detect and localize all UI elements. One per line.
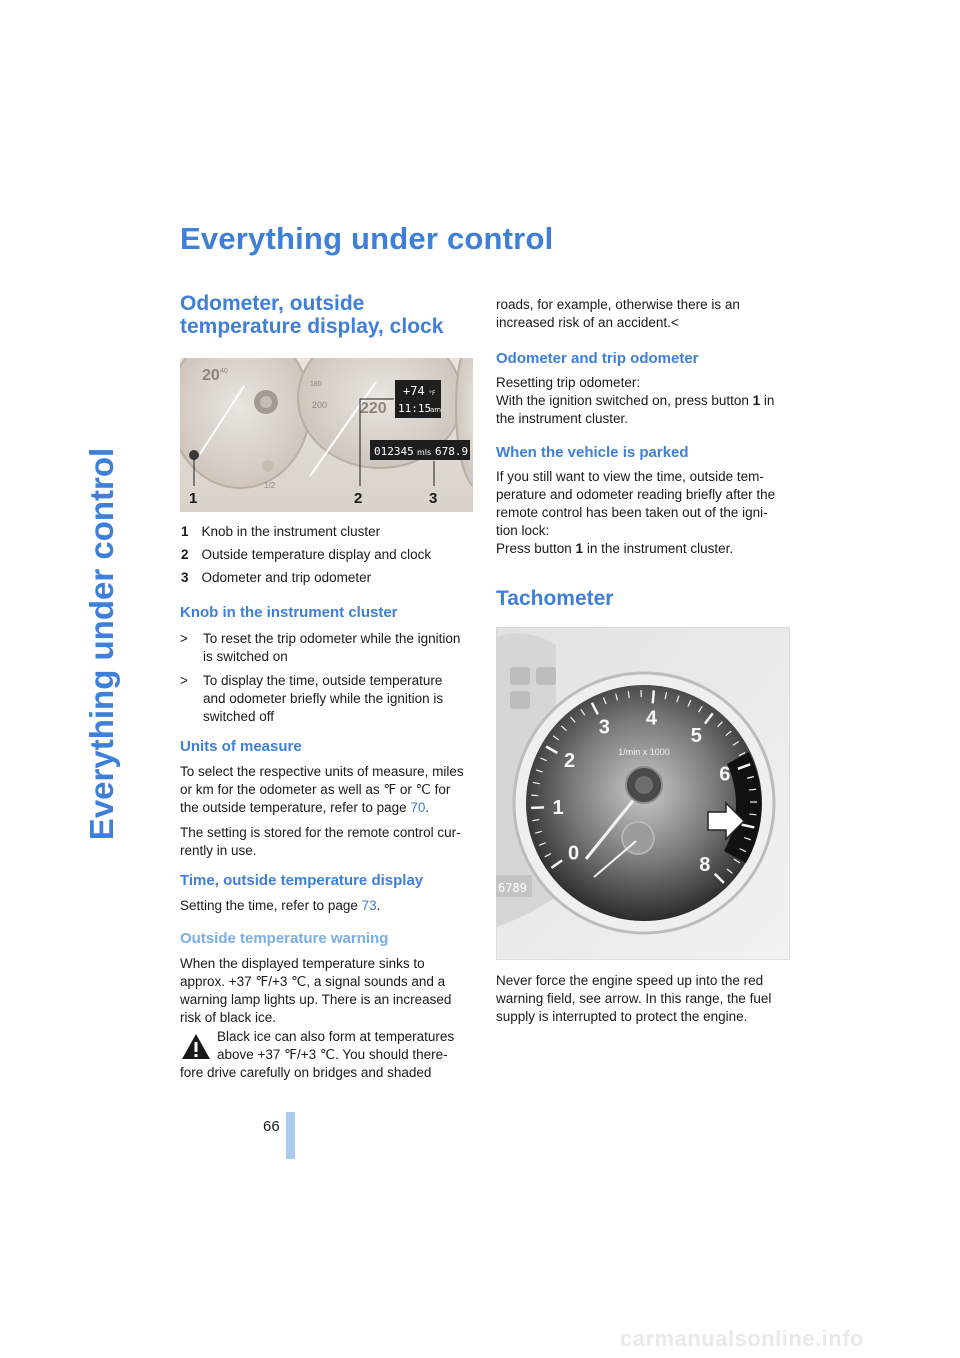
odometer-unit: mls <box>417 448 432 457</box>
side-chapter-title: Everything under control <box>83 447 120 841</box>
tach-tick <box>749 814 756 815</box>
odometer-heading: Odometer, outside temperature display, clock <box>180 292 444 338</box>
time-display-section: Time, outside temperature display Setting the time, refer to page 73. <box>180 871 475 915</box>
callout-2: 2 <box>354 490 363 507</box>
tach-number: 1 <box>552 796 564 819</box>
speedo-label: 40 <box>220 368 228 375</box>
temp-reading: +74 <box>403 384 425 398</box>
page-number: 66 <box>263 1118 280 1135</box>
parked-section: When the vehicle is parked If you still want to view the time, outside tem- perature and odometer reading briefly after the remote control has been taken out of the igni- tion lock: Press button 1 in the instrument cluster. <box>496 443 791 558</box>
warning-continued: roads, for example, otherwise there is an increased risk of an accident.< <box>496 297 740 330</box>
temp-unit: °F <box>429 390 436 397</box>
tach-tick <box>653 690 654 703</box>
tach-number: 2 <box>563 750 576 772</box>
tach-number: 4 <box>645 707 658 730</box>
indicator-lamp <box>536 667 556 685</box>
end-mark: < <box>670 315 679 330</box>
speedo-label: 200 <box>312 400 328 410</box>
parked-heading: When the vehicle is parked <box>496 444 689 461</box>
tach-tick <box>749 789 756 790</box>
bullet-item: > To display the time, outside temperature and odometer briefly while the ignition is switched off <box>180 673 444 724</box>
speedo-label: 220 <box>360 400 387 417</box>
callout-1: 1 <box>189 490 198 507</box>
units-section: Units of measure To select the respective units of measure, miles or km for the odometer as well as ℉ or ℃ for the outside temperature, refer to page 70. The setting is stored for the remote control cur- rently in use. <box>180 737 475 860</box>
indicator-lamp <box>510 667 530 685</box>
trip-heading: Odometer and trip odometer <box>496 350 699 367</box>
bullet-item: > To reset the trip odometer while the ignition is switched on <box>180 631 461 664</box>
knob-heading: Knob in the instrument cluster <box>180 604 398 621</box>
page-title: Everything under control <box>180 221 554 256</box>
watermark: carmanualsonline.info <box>620 1326 864 1351</box>
list-item: 3 Odometer and trip odometer <box>181 570 372 585</box>
warning-triangle-icon <box>181 1033 211 1060</box>
page-link-70[interactable]: 70 <box>410 800 426 815</box>
tachometer-text: Never force the engine speed up into the red warning field, see arrow. In this range, the fuel supply is interrupted to protect the engine. <box>496 973 772 1024</box>
knob-section <box>180 603 475 726</box>
dial-unit: 1/min x 1000 <box>618 747 670 757</box>
tachometer-heading: Tachometer <box>496 587 614 610</box>
units-heading: Units of measure <box>180 738 302 755</box>
temp-warning-heading: Outside temperature warning <box>180 930 389 947</box>
tachometer-figure <box>496 627 790 960</box>
trip-section: Odometer and trip odometer Resetting trip odometer: With the ignition switched on, press button 1 in the instrument cluster. <box>496 349 791 428</box>
trip-reading: 678.9 <box>435 445 469 458</box>
speedo-label: 180 <box>310 381 322 388</box>
indicator-lamp <box>510 691 530 709</box>
page-link-73[interactable]: 73 <box>361 898 377 913</box>
tach-number: 8 <box>699 853 711 876</box>
tach-number: 3 <box>598 716 610 739</box>
instrument-cluster-figure <box>180 358 473 512</box>
list-item: 1 Knob in the instrument cluster <box>181 524 381 539</box>
tach-number: 0 <box>567 842 580 865</box>
callout-3: 3 <box>429 490 438 507</box>
odometer-section <box>180 292 475 338</box>
list-item: 2 Outside temperature display and clock <box>181 547 432 562</box>
warning-text: Black ice can also form at temperatures above +37 ℉/+3 ℃. You should there- <box>217 1029 455 1062</box>
tach-number: 6 <box>719 763 731 786</box>
tach-number: 5 <box>690 724 702 747</box>
odometer-reading: 012345 <box>374 445 414 458</box>
figure-legend <box>181 523 476 587</box>
time-display-heading: Time, outside temperature display <box>180 872 424 889</box>
speedo-label: 20 <box>202 367 220 384</box>
tach-tick <box>531 807 544 808</box>
tachometer-section <box>496 587 791 610</box>
page-number-bar <box>286 1112 295 1159</box>
clock-suffix: am <box>430 406 442 414</box>
fuel-label: 1/2 <box>264 481 276 490</box>
odometer-fragment: 6789 <box>498 881 527 895</box>
clock-reading: 11:15 <box>398 402 432 415</box>
temp-warning-section: Outside temperature warning When the displayed temperature sinks to approx. +37 ℉/+3 ℃, a signal sounds and a warning lamp lights up. There is an increased risk of black ice. <box>180 929 475 1027</box>
